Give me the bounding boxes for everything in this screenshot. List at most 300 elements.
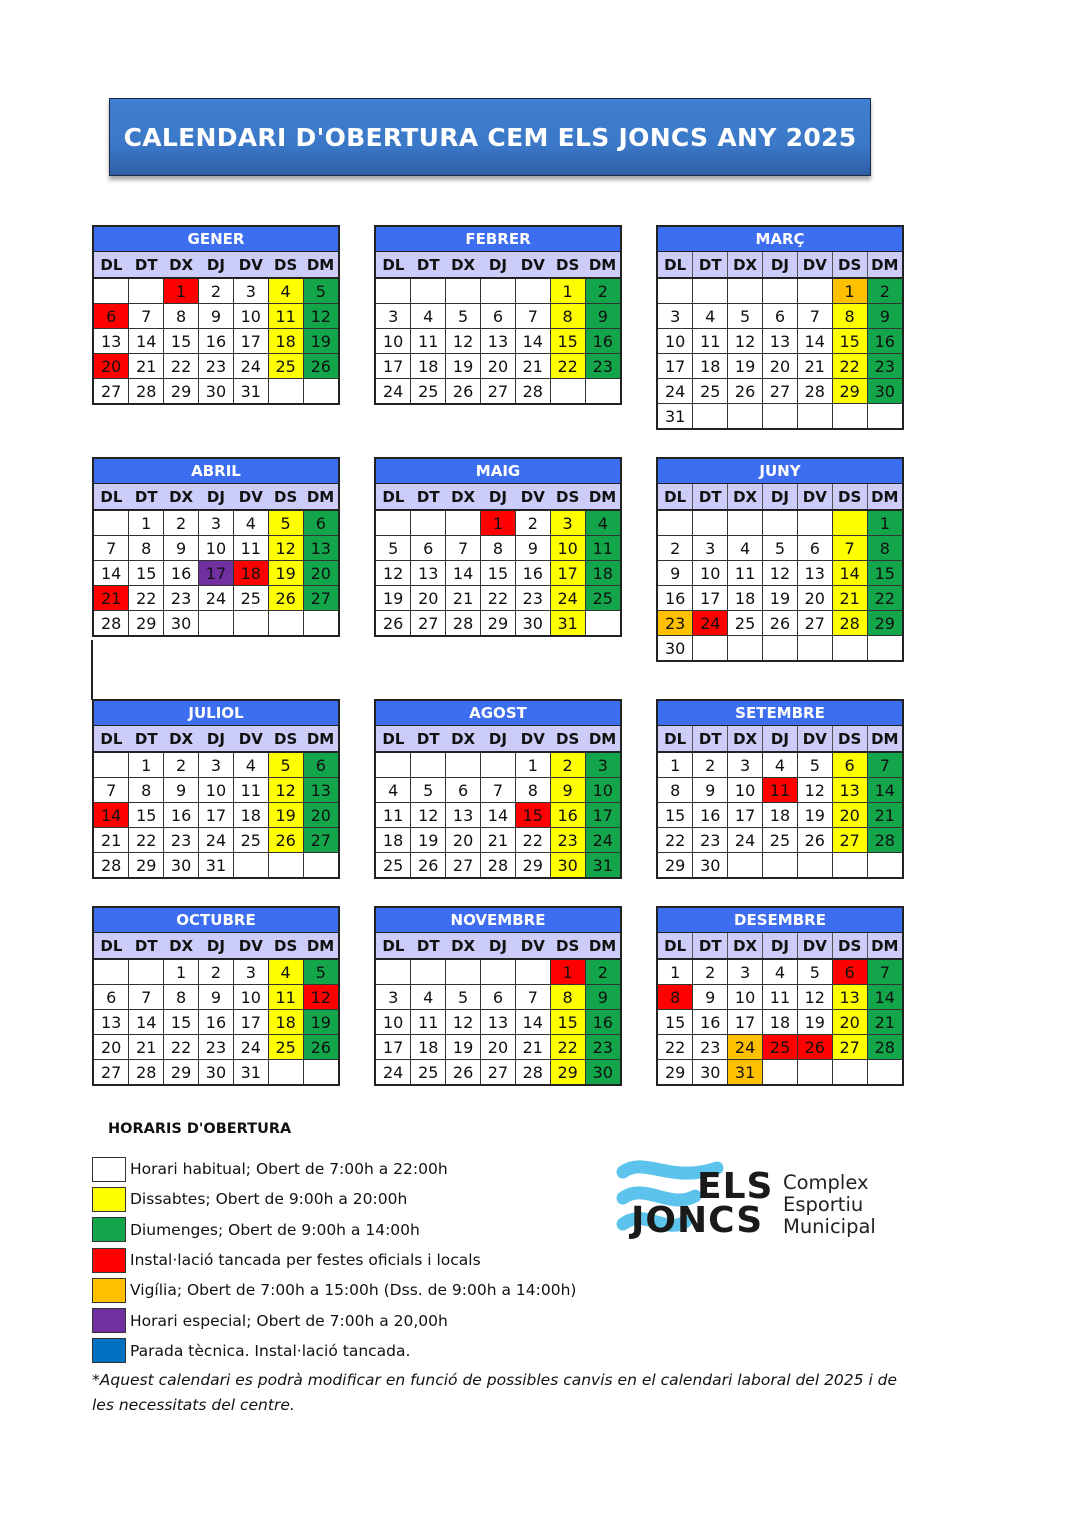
weekday-header: DT [411,933,446,959]
day-cell: 17 [376,354,411,379]
day-cell: 6 [832,752,867,778]
day-cell: 16 [199,329,234,354]
day-cell: 22 [515,828,550,853]
month-table [376,484,620,635]
week-row [94,354,338,379]
day-cell [728,636,763,661]
day-cell: 8 [832,304,867,329]
day-cell: 2 [693,752,728,778]
week-row [376,959,620,985]
day-cell: 30 [693,853,728,878]
day-cell: 22 [129,828,164,853]
day-cell: 9 [658,561,693,586]
day-cell [867,636,902,661]
day-cell [763,1060,798,1085]
day-cell: 2 [164,510,199,536]
day-cell: 6 [411,536,446,561]
day-cell: 24 [728,1035,763,1060]
weekday-header: DM [303,726,338,752]
weekday-header: DJ [763,933,798,959]
weekday-header: DV [797,726,832,752]
day-cell: 12 [446,1010,481,1035]
weekday-header: DJ [481,484,516,510]
day-cell: 13 [832,778,867,803]
day-cell: 21 [129,354,164,379]
day-cell: 30 [199,1060,234,1085]
day-cell: 25 [411,379,446,404]
weekday-header: DX [446,252,481,278]
weekday-header: DL [376,252,411,278]
day-cell: 16 [164,561,199,586]
weekday-header: DM [303,252,338,278]
logo-sub-complex: Complex [783,1171,869,1194]
month-name: ABRIL [94,459,338,484]
day-cell: 7 [515,985,550,1010]
week-row [94,329,338,354]
day-cell: 3 [693,536,728,561]
week-row [658,828,902,853]
day-cell: 3 [550,510,585,536]
day-cell: 3 [233,959,268,985]
legend [92,1154,576,1366]
day-cell: 18 [376,828,411,853]
day-cell: 16 [164,803,199,828]
weekday-header: DL [658,726,693,752]
day-cell: 9 [867,304,902,329]
day-cell: 27 [94,379,129,404]
day-cell: 4 [268,959,303,985]
legend-swatch [92,1278,126,1303]
day-cell: 2 [867,278,902,304]
weekday-header: DV [515,726,550,752]
day-cell: 1 [164,959,199,985]
day-cell: 26 [763,611,798,636]
logo-sub-municipal: Municipal [783,1215,876,1238]
day-cell: 13 [481,1010,516,1035]
day-cell: 7 [446,536,481,561]
day-cell: 22 [129,586,164,611]
day-cell: 3 [585,752,620,778]
week-row [94,304,338,329]
day-cell: 19 [446,354,481,379]
day-cell: 8 [515,778,550,803]
weekday-header: DS [550,484,585,510]
day-cell: 19 [797,803,832,828]
day-cell: 24 [550,586,585,611]
day-cell: 30 [867,379,902,404]
day-cell: 21 [129,1035,164,1060]
day-cell: 15 [658,803,693,828]
day-cell: 14 [129,329,164,354]
legend-label: Horari habitual; Obert de 7:00h a 22:00h [130,1160,448,1179]
day-cell: 21 [832,586,867,611]
day-cell: 2 [515,510,550,536]
title-bar [109,98,871,176]
day-cell: 25 [233,586,268,611]
day-cell: 11 [411,329,446,354]
day-cell: 24 [233,1035,268,1060]
day-cell: 25 [376,853,411,878]
day-cell: 22 [550,1035,585,1060]
weekday-header: DT [411,484,446,510]
logo-subtitle [783,1172,876,1238]
day-cell [763,278,798,304]
day-cell: 2 [164,752,199,778]
month-table [376,933,620,1084]
day-cell [797,636,832,661]
day-cell [550,379,585,404]
day-cell: 16 [585,1010,620,1035]
month-table [94,933,338,1084]
weekday-header: DL [658,252,693,278]
week-row [658,853,902,878]
day-cell [411,278,446,304]
logo-sub-esportiu: Esportiu [783,1193,864,1216]
weekday-header: DX [164,252,199,278]
day-cell: 7 [797,304,832,329]
day-cell [832,1060,867,1085]
day-cell: 29 [129,611,164,636]
day-cell: 9 [550,778,585,803]
day-cell: 13 [303,778,338,803]
day-cell [515,959,550,985]
day-cell: 25 [763,1035,798,1060]
weekday-header: DT [693,726,728,752]
day-cell: 18 [233,803,268,828]
day-cell: 23 [515,586,550,611]
legend-swatch [92,1217,126,1242]
day-cell: 5 [303,278,338,304]
weekday-header: DL [94,933,129,959]
day-cell: 3 [376,304,411,329]
week-row [658,1035,902,1060]
day-cell [376,510,411,536]
day-cell: 23 [658,611,693,636]
day-cell: 18 [585,561,620,586]
month-table [658,933,902,1084]
day-cell: 7 [481,778,516,803]
week-row [94,752,338,778]
day-cell: 13 [411,561,446,586]
weekday-header: DM [303,933,338,959]
day-cell: 6 [303,510,338,536]
day-cell: 25 [233,828,268,853]
day-cell: 9 [693,985,728,1010]
day-cell: 22 [481,586,516,611]
day-cell: 1 [164,278,199,304]
day-cell: 27 [797,611,832,636]
legend-label: Dissabtes; Obert de 9:00h a 20:00h [130,1190,408,1209]
weekday-header: DL [658,484,693,510]
day-cell: 28 [867,1035,902,1060]
weekday-header: DJ [199,933,234,959]
weekday-header: DV [233,726,268,752]
day-cell: 2 [585,278,620,304]
day-cell [763,636,798,661]
day-cell: 20 [797,586,832,611]
day-cell: 23 [693,1035,728,1060]
day-cell: 2 [550,752,585,778]
day-cell: 6 [763,304,798,329]
day-cell: 27 [303,586,338,611]
weekday-header: DV [233,252,268,278]
day-cell [693,510,728,536]
day-cell: 26 [268,586,303,611]
day-cell: 21 [94,586,129,611]
month-name: AGOST [376,701,620,726]
day-cell [411,510,446,536]
month-name: DESEMBRE [658,908,902,933]
day-cell: 26 [728,379,763,404]
day-cell [867,853,902,878]
day-cell: 8 [164,985,199,1010]
day-cell: 20 [303,803,338,828]
day-cell [268,853,303,878]
day-cell: 1 [867,510,902,536]
day-cell: 30 [585,1060,620,1085]
day-cell: 24 [693,611,728,636]
day-cell: 29 [832,379,867,404]
day-cell: 21 [94,828,129,853]
week-row [376,278,620,304]
weekday-header: DV [797,484,832,510]
week-row [658,304,902,329]
day-cell: 19 [763,586,798,611]
weekday-header: DT [693,933,728,959]
day-cell: 7 [867,752,902,778]
weekday-header: DM [867,726,902,752]
weekday-header: DJ [199,726,234,752]
day-cell: 30 [550,853,585,878]
day-cell: 4 [585,510,620,536]
day-cell: 9 [585,304,620,329]
legend-item [92,1184,576,1214]
day-cell: 26 [446,379,481,404]
legend-item [92,1305,576,1335]
week-row [94,1060,338,1085]
month-table [658,726,902,877]
day-cell: 27 [832,1035,867,1060]
day-cell: 6 [303,752,338,778]
week-row [658,752,902,778]
day-cell [303,611,338,636]
day-cell: 29 [550,1060,585,1085]
day-cell: 21 [797,354,832,379]
day-cell: 13 [94,329,129,354]
week-row [94,611,338,636]
week-row [658,404,902,429]
day-cell: 11 [411,1010,446,1035]
week-row [658,278,902,304]
day-cell [728,404,763,429]
legend-swatch [92,1157,126,1182]
day-cell [481,752,516,778]
day-cell [693,636,728,661]
day-cell: 25 [585,586,620,611]
day-cell: 15 [550,1010,585,1035]
day-cell: 29 [164,1060,199,1085]
day-cell: 18 [763,1010,798,1035]
day-cell: 31 [550,611,585,636]
weekday-header: DS [832,252,867,278]
day-cell [446,959,481,985]
weekday-header: DJ [199,484,234,510]
day-cell: 5 [763,536,798,561]
day-cell: 12 [797,985,832,1010]
weekday-header: DS [550,252,585,278]
weekday-header: DX [728,726,763,752]
weekday-header: DJ [199,252,234,278]
day-cell: 2 [585,959,620,985]
day-cell [376,752,411,778]
day-cell: 20 [411,586,446,611]
day-cell: 24 [658,379,693,404]
day-cell: 5 [446,304,481,329]
day-cell: 4 [763,752,798,778]
week-row [376,778,620,803]
day-cell: 10 [376,329,411,354]
week-row [376,304,620,329]
weekday-header: DT [129,933,164,959]
day-cell: 14 [94,803,129,828]
day-cell: 19 [268,561,303,586]
day-cell [832,636,867,661]
week-row [658,536,902,561]
day-cell: 30 [164,853,199,878]
day-cell: 14 [94,561,129,586]
day-cell: 19 [303,1010,338,1035]
week-row [376,803,620,828]
week-row [94,1010,338,1035]
day-cell: 30 [515,611,550,636]
day-cell: 15 [550,329,585,354]
day-cell [797,510,832,536]
weekday-header: DS [550,933,585,959]
day-cell: 9 [515,536,550,561]
month-abril [92,457,340,637]
day-cell: 21 [446,586,481,611]
day-cell: 20 [832,803,867,828]
week-row [376,510,620,536]
month-table [94,484,338,635]
day-cell: 23 [550,828,585,853]
day-cell: 27 [832,828,867,853]
day-cell: 14 [867,985,902,1010]
month-name: GENER [94,227,338,252]
day-cell [199,611,234,636]
day-cell: 5 [268,510,303,536]
day-cell [797,1060,832,1085]
day-cell: 11 [585,536,620,561]
day-cell: 8 [867,536,902,561]
day-cell [129,959,164,985]
day-cell: 23 [693,828,728,853]
day-cell: 5 [797,959,832,985]
day-cell: 25 [728,611,763,636]
day-cell: 13 [481,329,516,354]
day-cell: 28 [129,379,164,404]
day-cell: 21 [867,1010,902,1035]
week-row [658,959,902,985]
day-cell: 20 [94,354,129,379]
day-cell: 22 [658,828,693,853]
day-cell: 1 [129,752,164,778]
day-cell: 14 [797,329,832,354]
day-cell: 18 [411,1035,446,1060]
day-cell: 24 [199,828,234,853]
day-cell [446,510,481,536]
day-cell: 4 [693,304,728,329]
day-cell: 8 [129,778,164,803]
week-row [376,752,620,778]
day-cell [94,510,129,536]
day-cell: 14 [481,803,516,828]
week-row [94,278,338,304]
weekday-header: DM [585,484,620,510]
weekday-header: DX [164,726,199,752]
day-cell: 13 [832,985,867,1010]
week-row [94,959,338,985]
day-cell: 10 [693,561,728,586]
day-cell: 16 [658,586,693,611]
week-row [94,853,338,878]
day-cell: 9 [693,778,728,803]
day-cell: 1 [129,510,164,536]
day-cell [728,510,763,536]
day-cell: 28 [515,379,550,404]
day-cell: 15 [481,561,516,586]
day-cell: 1 [832,278,867,304]
day-cell: 14 [832,561,867,586]
day-cell: 10 [728,778,763,803]
footnote: *Aquest calendari es podrà modificar en funció de possibles canvis en el calendari laboral del 2025 i de les necessitats del centre. [92,1371,898,1414]
week-row [658,636,902,661]
day-cell: 20 [446,828,481,853]
weekday-header: DT [411,252,446,278]
day-cell: 10 [728,985,763,1010]
day-cell [94,752,129,778]
day-cell: 15 [867,561,902,586]
day-cell: 12 [763,561,798,586]
day-cell [658,278,693,304]
month-name: OCTUBRE [94,908,338,933]
legend-item [92,1245,576,1275]
day-cell: 21 [481,828,516,853]
day-cell: 3 [199,510,234,536]
day-cell: 26 [376,611,411,636]
day-cell: 22 [658,1035,693,1060]
legend-item [92,1275,576,1305]
day-cell: 6 [481,304,516,329]
week-row [658,611,902,636]
month-setembre [656,699,904,879]
day-cell: 8 [658,778,693,803]
day-cell: 17 [728,1010,763,1035]
day-cell: 20 [303,561,338,586]
day-cell: 21 [515,1035,550,1060]
day-cell: 6 [94,304,129,329]
day-cell [411,752,446,778]
day-cell: 4 [411,985,446,1010]
day-cell [129,278,164,304]
weekday-header: DS [832,933,867,959]
month-desembre [656,906,904,1086]
week-row [658,329,902,354]
day-cell: 17 [693,586,728,611]
day-cell [94,278,129,304]
day-cell [481,278,516,304]
day-cell: 9 [164,778,199,803]
